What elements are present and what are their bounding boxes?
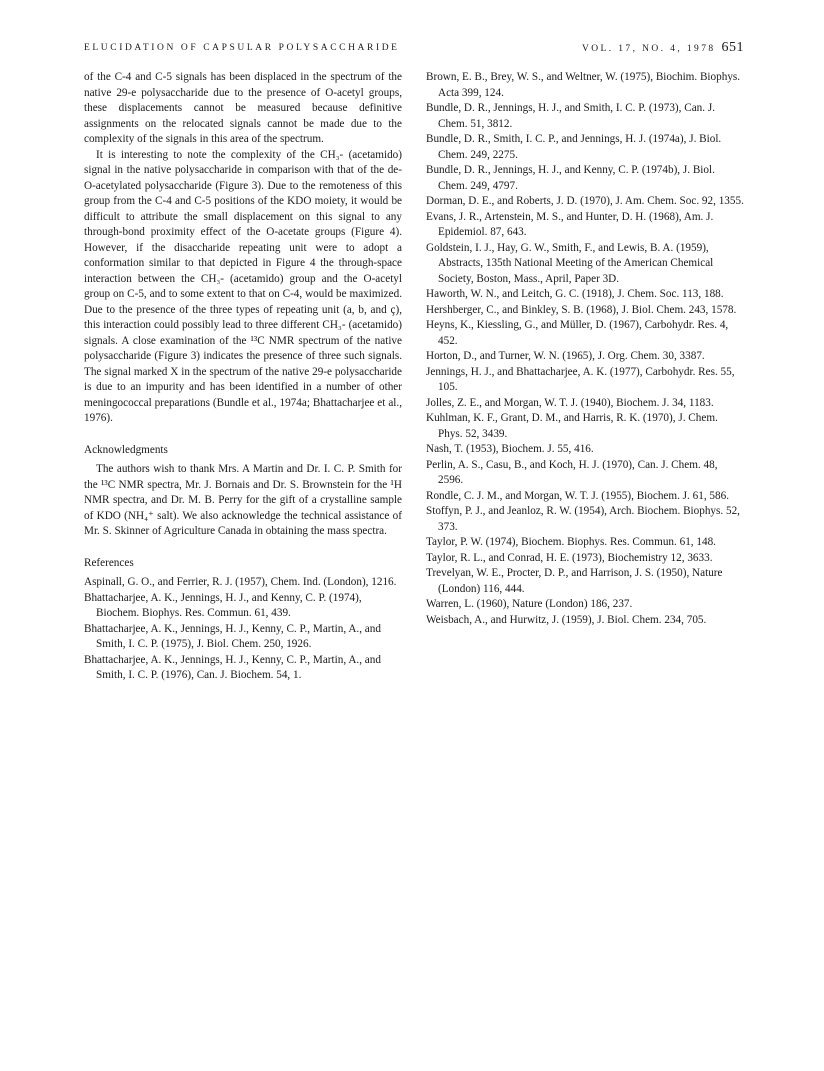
reference-entry: Nash, T. (1953), Biochem. J. 55, 416.	[426, 443, 594, 455]
reference-entry: Stoffyn, P. J., and Jeanloz, R. W. (1954), Arch. Biochem. Biophys. 52, 373.	[426, 505, 740, 533]
reference-entry: Brown, E. B., Brey, W. S., and Weltner, W. (1975), Biochim. Biophys. Acta 399, 124.	[426, 71, 741, 99]
reference-entry: Taylor, R. L., and Conrad, H. E. (1973), Biochemistry 12, 3633.	[426, 551, 713, 564]
reference-entry: Jolles, Z. E., and Morgan, W. T. J. (1940), Biochem. J. 34, 1183.	[426, 396, 714, 409]
reference-entry: Warren, L. (1960), Nature (London) 186, 237.	[426, 598, 633, 610]
right-column	[426, 70, 744, 628]
acknowledgments-heading: Acknowledgments	[84, 443, 168, 456]
left-column	[84, 70, 402, 684]
body-paragraph: of the C-4 and C-5 signals has been displaced in the spectrum of the native 29-e polysaccharide due to the presence of O-acetyl groups, these displacements cannot be measured because definitive assignments on the relocated signals cannot be made due to the complexity of the signals in this area of the spectrum.	[84, 71, 402, 145]
reference-entry: Horton, D., and Turner, W. N. (1965), J. Org. Chem. 30, 3387.	[426, 350, 705, 362]
body-paragraph: It is interesting to note the complexity of the CH₃- (acetamido) signal in the native polysaccharide in comparison with that of the de-O-acetylated polysaccharide (Figure 3). Due to the remoteness of this group from the C-4 and C-5 positions of the KDO moiety, it would be difficult to attribute the small displacement on this signal to any through-bond proximity effect of the O-acetate groups (Figure 4). However, if the disaccharide repeating unit were to adopt a conformation similar to that depicted in Figure 4 the through-space interaction between the CH₃- (acetamido) group and the O-acetyl group on C-5, and to some extent to that on C-4, would be maximized. Due to the presence of the three types of repeating unit (a, b, and ç), this interaction could possibly lead to three different CH₃- (acetamido) signals. A close examination of the ¹³C NMR spectrum of the native polysaccharide (Figure 3) indicates the presence of three such signals. The signal marked X in the spectrum of the native 29-e polysaccharide is due to an impurity and has been identified in a number of other meningococcal preparations (Bundle et al., 1974a; Bhattacharjee et al., 1976).	[84, 148, 402, 424]
reference-entry: Dorman, D. E., and Roberts, J. D. (1970), J. Am. Chem. Soc. 92, 1355.	[426, 195, 744, 207]
reference-list-left	[84, 575, 402, 684]
reference-entry: Heyns, K., Kiessling, G., and Müller, D. (1967), Carbohydr. Res. 4, 452.	[426, 319, 729, 347]
reference-entry: Hershberger, C., and Binkley, S. B. (1968), J. Biol. Chem. 243, 1578.	[426, 303, 737, 316]
references-heading: References	[84, 556, 134, 569]
reference-entry: Bhattacharjee, A. K., Jennings, H. J., Kenny, C. P., Martin, A., and Smith, I. C. P. (1976), Can. J. Biochem. 54, 1.	[84, 653, 381, 681]
reference-entry: Goldstein, I. J., Hay, G. W., Smith, F., and Lewis, B. A. (1959), Abstracts, 135th National Meeting of the American Chemical Society, Boston, Mass., April, Paper 3D.	[426, 241, 714, 285]
reference-entry: Weisbach, A., and Hurwitz, J. (1959), J. Biol. Chem. 234, 705.	[426, 613, 707, 626]
reference-entry: Haworth, W. N., and Leitch, G. C. (1918), J. Chem. Soc. 113, 188.	[426, 288, 724, 300]
acknowledgments-text: The authors wish to thank Mrs. A Martin and Dr. I. C. P. Smith for the ¹³C NMR spectra, Mr. J. Bornais and Dr. S. Brownstein for the ¹H NMR spectra, and Dr. M. B. Perry for the gift of a crystalline sample of KDO (NH₄⁺ salt). We also acknowledge the technical assistance of Mr. S. Skinner of Agriculture Canada in obtaining the mass spectra.	[84, 463, 402, 537]
issue-info	[582, 40, 744, 56]
volume-info: VOL. 17, NO. 4, 1978	[582, 44, 716, 54]
reference-entry: Bhattacharjee, A. K., Jennings, H. J., Kenny, C. P., Martin, A., and Smith, I. C. P. (1975), J. Biol. Chem. 250, 1926.	[84, 622, 381, 650]
reference-list-right	[426, 70, 744, 628]
reference-entry: Evans, J. R., Artenstein, M. S., and Hunter, D. H. (1968), Am. J. Epidemiol. 87, 643.	[426, 210, 714, 238]
running-title: ELUCIDATION OF CAPSULAR POLYSACCHARIDE	[84, 43, 400, 53]
reference-entry: Trevelyan, W. E., Procter, D. P., and Harrison, J. S. (1950), Nature (London) 116, 444.	[426, 567, 723, 595]
page-number: 651	[721, 40, 744, 55]
reference-entry: Aspinall, G. O., and Ferrier, R. J. (1957), Chem. Ind. (London), 1216.	[84, 576, 397, 588]
reference-entry: Bundle, D. R., Jennings, H. J., and Smith, I. C. P. (1973), Can. J. Chem. 51, 3812.	[426, 102, 716, 130]
reference-entry: Jennings, H. J., and Bhattacharjee, A. K. (1977), Carbohydr. Res. 55, 105.	[426, 365, 735, 393]
reference-entry: Perlin, A. S., Casu, B., and Koch, H. J. (1970), Can. J. Chem. 48, 2596.	[426, 458, 718, 486]
reference-entry: Bhattacharjee, A. K., Jennings, H. J., and Kenny, C. P. (1974), Biochem. Biophys. Res. Commun. 61, 439.	[84, 591, 362, 619]
reference-entry: Taylor, P. W. (1974), Biochem. Biophys. Res. Commun. 61, 148.	[426, 536, 716, 548]
reference-entry: Rondle, C. J. M., and Morgan, W. T. J. (1955), Biochem. J. 61, 586.	[426, 489, 729, 502]
reference-entry: Kuhlman, K. F., Grant, D. M., and Harris, R. K. (1970), J. Chem. Phys. 52, 3439.	[426, 412, 718, 440]
reference-entry: Bundle, D. R., Smith, I. C. P., and Jennings, H. J. (1974a), J. Biol. Chem. 249, 2275.	[426, 133, 722, 161]
page-header	[84, 40, 744, 60]
reference-entry: Bundle, D. R., Jennings, H. J., and Kenny, C. P. (1974b), J. Biol. Chem. 249, 4797.	[426, 164, 715, 192]
